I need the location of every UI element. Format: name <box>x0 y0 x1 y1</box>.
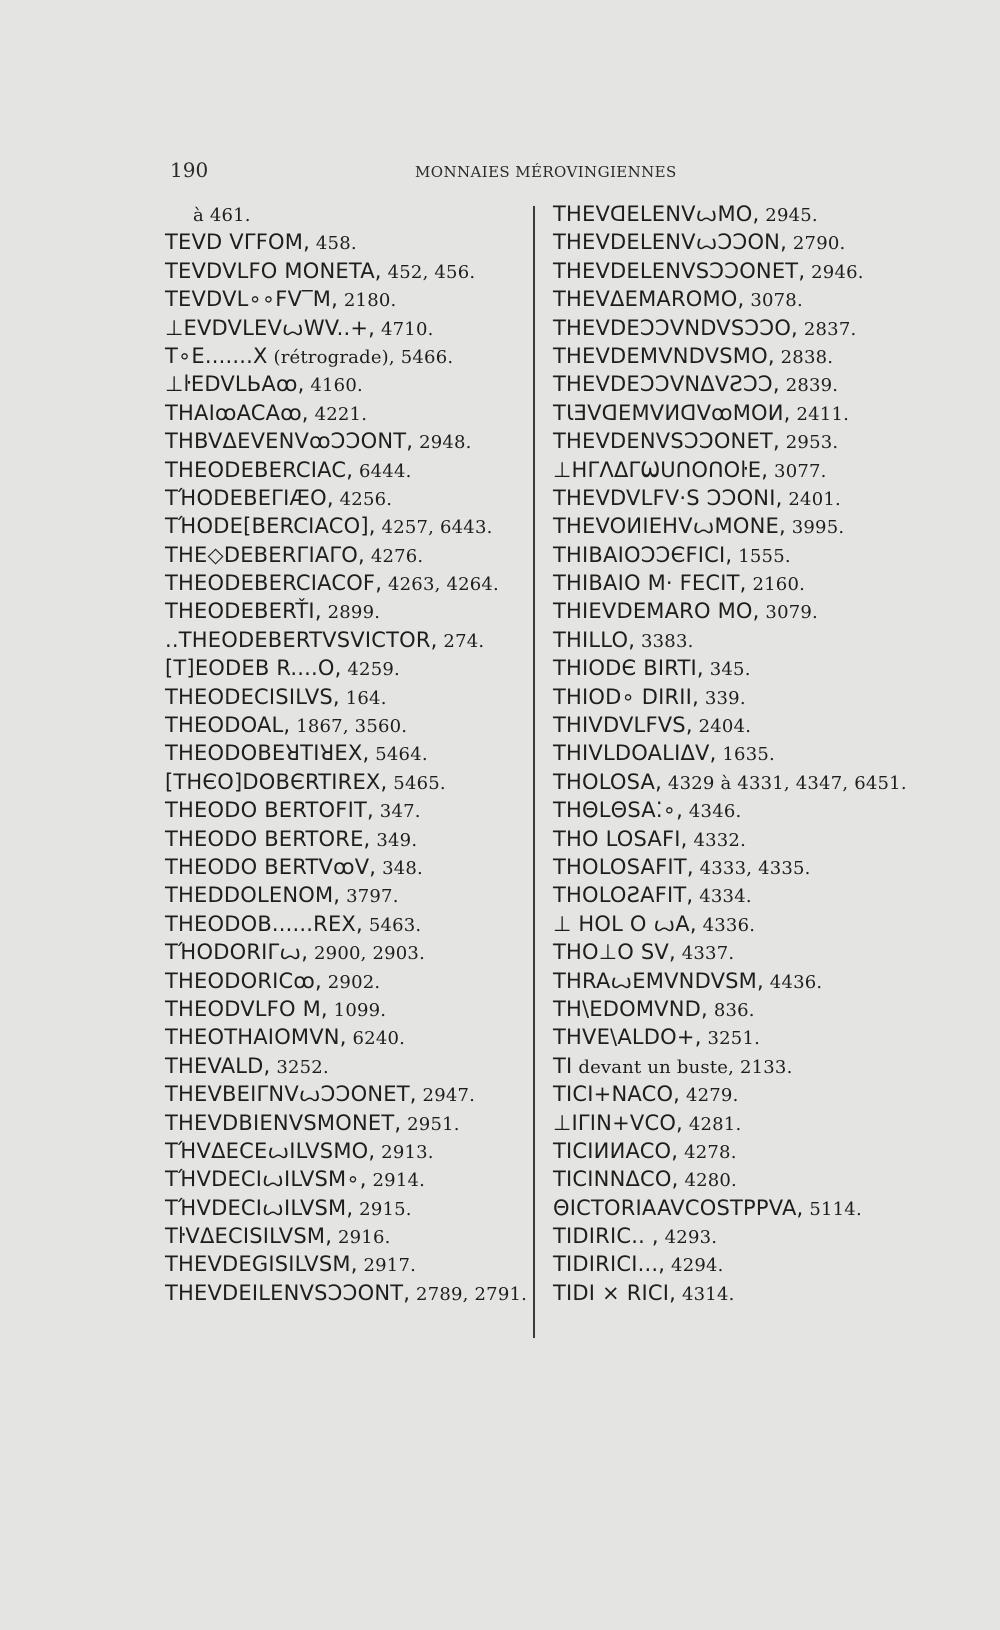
catalogue-reference: 4336. <box>696 914 756 936</box>
legend-inscription: THO LOSAFI, <box>553 826 688 851</box>
right-column <box>553 200 973 1307</box>
catalogue-reference: 4256. <box>333 488 393 510</box>
index-entry <box>553 938 973 966</box>
legend-inscription: THEODEBERŤI, <box>165 599 322 624</box>
index-entry <box>553 768 973 796</box>
catalogue-reference: 2401. <box>782 488 841 510</box>
index-entry <box>165 1279 530 1307</box>
index-entry <box>553 967 973 995</box>
catalogue-reference: 4436. <box>763 971 823 993</box>
legend-inscription: TI <box>553 1053 573 1078</box>
catalogue-reference: 2789, 2791. <box>410 1283 528 1305</box>
index-entry <box>165 881 530 909</box>
index-entry <box>553 399 973 427</box>
index-entry <box>553 654 973 682</box>
legend-inscription: THEODECISILVS, <box>165 684 340 709</box>
catalogue-reference: 2839. <box>779 375 839 397</box>
legend-inscription: THEOTHAIOMVN, <box>165 1025 347 1050</box>
legend-inscription: THIBAIOƆƆЄFICI, <box>553 542 733 567</box>
legend-inscription: ..THEODEBERTVSVICTOR, <box>165 627 438 652</box>
catalogue-reference: 349. <box>370 829 418 851</box>
legend-inscription: THEVDELENVSƆƆONET, <box>553 258 806 283</box>
catalogue-reference: à 461. <box>193 205 251 226</box>
index-entry <box>165 825 530 853</box>
legend-inscription: THEODOBEꓤTIꓤEX, <box>165 741 370 766</box>
catalogue-reference: 3995. <box>785 517 845 539</box>
legend-inscription: THEVΔEMAROMO, <box>553 287 745 312</box>
catalogue-reference: 4337. <box>675 943 735 965</box>
catalogue-reference: 164. <box>339 687 387 709</box>
legend-inscription: THEODORICꝏ, <box>165 968 322 993</box>
catalogue-reference: 348. <box>376 857 423 879</box>
legend-inscription: THEODOB......REX, <box>165 911 363 936</box>
legend-inscription: THILLO, <box>553 627 636 652</box>
legend-inscription: [THЄO]DOBЄRTIREX, <box>165 769 388 794</box>
catalogue-reference: 4329 à 4331, 4347, 6451. <box>662 772 907 794</box>
catalogue-reference: 4221. <box>308 403 368 425</box>
legend-inscription: THEODO BERTVꝏV, <box>165 854 377 879</box>
index-entry <box>165 1194 530 1222</box>
legend-inscription: THEVᗡELENVꙍMO, <box>553 202 760 226</box>
legend-inscription: ⊥EVDVLEVꙍWV..+, <box>165 315 376 340</box>
legend-inscription: TIDIRICI..., <box>553 1252 666 1277</box>
catalogue-reference: 4257, 6443. <box>375 517 493 539</box>
index-entry <box>553 1222 973 1250</box>
legend-inscription: TΉVDECIꙍILVSM, <box>165 1195 354 1220</box>
legend-inscription: THIOD∘ DIRII, <box>553 684 699 709</box>
legend-inscription: THEVDEGISILVSM, <box>165 1252 358 1277</box>
legend-inscription: THEODEBERCIAC, <box>165 457 354 482</box>
index-entry <box>165 1052 530 1080</box>
legend-inscription: THEDDOLENOM, <box>165 883 341 908</box>
index-entry <box>553 910 973 938</box>
legend-inscription: THBVΔEVENVꝏƆƆONT, <box>165 429 414 454</box>
legend-inscription: TIDI × RICI, <box>553 1280 677 1305</box>
catalogue-reference: 2945. <box>759 205 818 226</box>
legend-inscription: THΘLΘSA⁚∘, <box>553 798 683 823</box>
legend-inscription: THIBAIO M· FECIT, <box>553 571 747 596</box>
catalogue-reference: 2180. <box>337 290 397 312</box>
legend-inscription: THEVDENVSƆƆONET, <box>553 429 780 454</box>
index-entry <box>165 739 530 767</box>
catalogue-reference: 4332. <box>687 829 746 851</box>
index-entry <box>553 739 973 767</box>
index-entry <box>165 484 530 512</box>
legend-inscription: THEVDVLFV·S ƆƆONI, <box>553 485 783 510</box>
legend-inscription: THEODO BERTORE, <box>165 826 371 851</box>
index-entry <box>165 1137 530 1165</box>
index-entry <box>553 1279 973 1307</box>
index-entry <box>553 1109 973 1137</box>
catalogue-reference: 4346. <box>682 801 742 823</box>
index-entry <box>553 512 973 540</box>
index-entry <box>553 1137 973 1165</box>
legend-inscription: TEVDVL∘∘FV‾M, <box>165 287 338 312</box>
index-entry <box>553 228 973 256</box>
catalogue-reference: 4276. <box>364 545 424 567</box>
catalogue-reference: 2404. <box>692 716 752 738</box>
index-entry <box>553 881 973 909</box>
catalogue-reference: 3078. <box>744 290 803 312</box>
column-divider <box>533 206 535 1338</box>
index-entry <box>553 711 973 739</box>
catalogue-reference: 4278. <box>678 1141 737 1163</box>
catalogue-reference: devant un buste, 2133. <box>572 1056 793 1078</box>
index-entry <box>553 626 973 654</box>
legend-inscription: ⊥ŀEDVLЬAꝏ, <box>165 372 305 397</box>
legend-inscription: THIEVDEMARO MO, <box>553 599 760 624</box>
catalogue-reference: 345. <box>703 659 751 681</box>
legend-inscription: THIVLDOALIΔV, <box>553 741 717 766</box>
catalogue-reference: 2914. <box>366 1170 426 1192</box>
catalogue-reference: 2837. <box>797 318 857 340</box>
catalogue-reference: 4279. <box>680 1085 739 1107</box>
catalogue-reference: 836. <box>707 999 755 1021</box>
catalogue-reference: 2951. <box>401 1113 460 1135</box>
catalogue-reference: 4334. <box>693 886 752 908</box>
index-entry <box>553 825 973 853</box>
catalogue-reference: 2915. <box>353 1198 412 1220</box>
legend-inscription: TICINNΔCO, <box>553 1167 679 1192</box>
catalogue-reference: 347. <box>373 801 421 823</box>
index-entry <box>165 597 530 625</box>
index-entry <box>165 541 530 569</box>
index-entry <box>553 995 973 1023</box>
index-entry <box>553 597 973 625</box>
legend-inscription: ⊥HΓΛΔΓѠᑌᑎOᑎOŀE, <box>553 457 769 482</box>
index-entry <box>165 285 530 313</box>
catalogue-reference: 2899. <box>321 602 381 624</box>
index-entry <box>553 1052 973 1080</box>
index-entry <box>553 796 973 824</box>
legend-inscription: THEODO BERTOFIT, <box>165 798 374 823</box>
legend-inscription: TΉVDECIꙍILVSM∘, <box>165 1167 367 1192</box>
catalogue-reference: 4280. <box>678 1170 737 1192</box>
catalogue-reference: 2948. <box>413 432 472 454</box>
index-entry <box>165 654 530 682</box>
catalogue-reference: 5463. <box>362 914 422 936</box>
catalogue-reference: 4333, 4335. <box>693 857 811 879</box>
index-entry <box>553 1023 973 1051</box>
index-entry <box>165 1250 530 1278</box>
index-entry <box>553 314 973 342</box>
legend-inscription: TƖƎVᗡEMVИᗡVꝏMOИ, <box>553 400 791 425</box>
legend-inscription: TH\EDOMVND, <box>553 996 708 1021</box>
index-entry <box>165 910 530 938</box>
legend-inscription: [T]EODEB R....O, <box>165 656 342 681</box>
legend-inscription: THEVBEIΓNVꙍƆƆONET, <box>165 1082 417 1107</box>
catalogue-reference: 2946. <box>805 261 864 283</box>
index-entry <box>553 285 973 313</box>
index-entry <box>165 314 530 342</box>
catalogue-reference: (rétrograde), 5466. <box>267 346 454 368</box>
index-entry <box>165 1023 530 1051</box>
legend-inscription: THEVDELENVꙍƆƆON, <box>553 230 787 255</box>
legend-inscription: THIODЄ BIRTI, <box>553 656 704 681</box>
catalogue-reference: 1555. <box>732 545 791 567</box>
legend-inscription: THEVDEMVNDVSMO, <box>553 343 775 368</box>
index-entry <box>165 569 530 597</box>
running-title: MONNAIES MÉROVINGIENNES <box>415 163 677 181</box>
index-entry <box>553 257 973 285</box>
index-entry <box>553 1165 973 1193</box>
left-column <box>165 200 530 1307</box>
index-entry <box>165 399 530 427</box>
catalogue-reference: 2902. <box>321 971 381 993</box>
index-entry <box>165 938 530 966</box>
index-entry <box>165 456 530 484</box>
catalogue-reference: 452, 456. <box>381 261 476 283</box>
catalogue-reference: 4710. <box>375 318 434 340</box>
catalogue-reference: 5465. <box>387 772 446 794</box>
legend-inscription: THEODOAL, <box>165 713 291 738</box>
page-number: 190 <box>170 158 209 182</box>
legend-inscription: THRAꙍEMVNDVSM, <box>553 968 764 993</box>
legend-inscription: TΉODE[BERCIACO], <box>165 514 376 539</box>
index-entry <box>165 342 530 370</box>
index-entry <box>553 427 973 455</box>
legend-inscription: THE◇DEBERΓIAΓO, <box>165 542 365 567</box>
legend-inscription: THAIꝏACAꝏ, <box>165 400 309 425</box>
index-entry <box>553 456 973 484</box>
index-entry <box>165 683 530 711</box>
catalogue-reference: 1099. <box>327 999 387 1021</box>
legend-inscription: THEVALD, <box>165 1053 271 1078</box>
catalogue-reference: 3252. <box>270 1056 329 1078</box>
legend-inscription: ⊥ HOL O ꙍA, <box>553 911 697 936</box>
index-entry <box>553 1080 973 1108</box>
legend-inscription: THEVDEƆƆVNΔVƧƆƆ, <box>553 372 780 397</box>
legend-inscription: TΉODEBEΓIÆO, <box>165 485 334 510</box>
catalogue-reference: 3383. <box>635 630 694 652</box>
catalogue-reference: 2790. <box>786 233 846 255</box>
catalogue-reference: 4160. <box>304 375 363 397</box>
legend-inscription: THIVDVLFVS, <box>553 713 693 738</box>
index-entry <box>165 626 530 654</box>
legend-inscription: THEODEBERCIACOF, <box>165 571 383 596</box>
catalogue-reference: 3077. <box>768 460 827 482</box>
index-entry <box>553 1194 973 1222</box>
legend-inscription: TEVD VΓFOM, <box>165 230 310 255</box>
index-entry <box>165 427 530 455</box>
legend-inscription: ΘICTORIAAVCOSTPPVA, <box>553 1195 804 1220</box>
catalogue-reference: 4281. <box>682 1113 742 1135</box>
catalogue-reference: 6240. <box>346 1028 406 1050</box>
index-entry <box>165 995 530 1023</box>
catalogue-reference: 2916. <box>332 1227 391 1249</box>
catalogue-reference: 3079. <box>759 602 818 624</box>
catalogue-reference: 2411. <box>790 403 850 425</box>
index-entry <box>165 711 530 739</box>
index-entry <box>553 200 973 228</box>
legend-inscription: THEVDEILENVSƆƆONT, <box>165 1280 411 1305</box>
catalogue-reference: 1867, 3560. <box>290 716 408 738</box>
index-entry <box>165 768 530 796</box>
index-entry <box>553 541 973 569</box>
catalogue-reference: 2953. <box>779 432 839 454</box>
catalogue-reference: 274. <box>437 630 485 652</box>
index-entry <box>165 370 530 398</box>
catalogue-reference: 5464. <box>369 744 428 766</box>
index-entry <box>553 370 973 398</box>
catalogue-reference: 4314. <box>676 1283 735 1305</box>
catalogue-reference: 3251. <box>701 1028 761 1050</box>
legend-inscription: THOLOSA, <box>553 769 662 794</box>
index-entry <box>165 512 530 540</box>
catalogue-reference: 5114. <box>803 1198 862 1220</box>
catalogue-reference: 339. <box>698 687 746 709</box>
index-entry <box>165 200 530 228</box>
index-entry <box>553 484 973 512</box>
legend-inscription: THEVOИIEHVꙍMONE, <box>553 514 786 539</box>
legend-inscription: THEVDEƆƆVNDVSƆƆO, <box>553 315 798 340</box>
catalogue-reference: 2160. <box>746 574 806 596</box>
index-entry <box>165 1080 530 1108</box>
catalogue-reference: 4259. <box>341 659 400 681</box>
catalogue-reference: 4293. <box>658 1227 718 1249</box>
catalogue-reference: 2900, 2903. <box>308 943 425 965</box>
index-entry <box>165 257 530 285</box>
catalogue-reference: 2947. <box>416 1085 476 1107</box>
index-entry <box>165 853 530 881</box>
legend-inscription: TIDIRIC.. , <box>553 1224 659 1249</box>
catalogue-reference: 3797. <box>340 886 399 908</box>
legend-inscription: TICI+NACO, <box>553 1082 681 1107</box>
index-entry <box>553 342 973 370</box>
legend-inscription: TEVDVLFO MONETA, <box>165 258 382 283</box>
legend-inscription: TΉODORIΓꙍ, <box>165 940 309 965</box>
legend-inscription: THOLOƧAFIT, <box>553 883 694 908</box>
legend-inscription: T∘E.......X <box>165 343 268 368</box>
index-entry <box>165 796 530 824</box>
legend-inscription: ⊥IΓIN+VCO, <box>553 1110 683 1135</box>
legend-inscription: TΉVΔECEꙍILVSMO, <box>165 1138 376 1163</box>
legend-inscription: THVE\ALDO+, <box>553 1025 702 1050</box>
index-entry <box>165 1222 530 1250</box>
catalogue-reference: 1635. <box>716 744 775 766</box>
catalogue-reference: 6444. <box>353 460 412 482</box>
catalogue-reference: 2838. <box>774 346 834 368</box>
index-entry <box>165 1109 530 1137</box>
legend-inscription: THEODVLFO M, <box>165 996 328 1021</box>
index-entry <box>165 967 530 995</box>
index-entry <box>553 569 973 597</box>
catalogue-reference: 458. <box>309 233 357 255</box>
legend-inscription: TICIИИACO, <box>553 1138 679 1163</box>
legend-inscription: TŀVΔECISILVSM, <box>165 1224 333 1249</box>
index-entry <box>553 853 973 881</box>
catalogue-reference: 4294. <box>665 1255 724 1277</box>
index-entry <box>165 1165 530 1193</box>
catalogue-reference: 4263, 4264. <box>382 574 499 596</box>
catalogue-reference: 2913. <box>375 1141 434 1163</box>
index-entry <box>165 228 530 256</box>
legend-inscription: THOLOSAFIT, <box>553 854 694 879</box>
legend-inscription: THO⊥O SV, <box>553 940 676 965</box>
index-entry <box>553 683 973 711</box>
legend-inscription: THEVDBIENVSMONET, <box>165 1110 402 1135</box>
index-entry <box>553 1250 973 1278</box>
catalogue-reference: 2917. <box>357 1255 417 1277</box>
